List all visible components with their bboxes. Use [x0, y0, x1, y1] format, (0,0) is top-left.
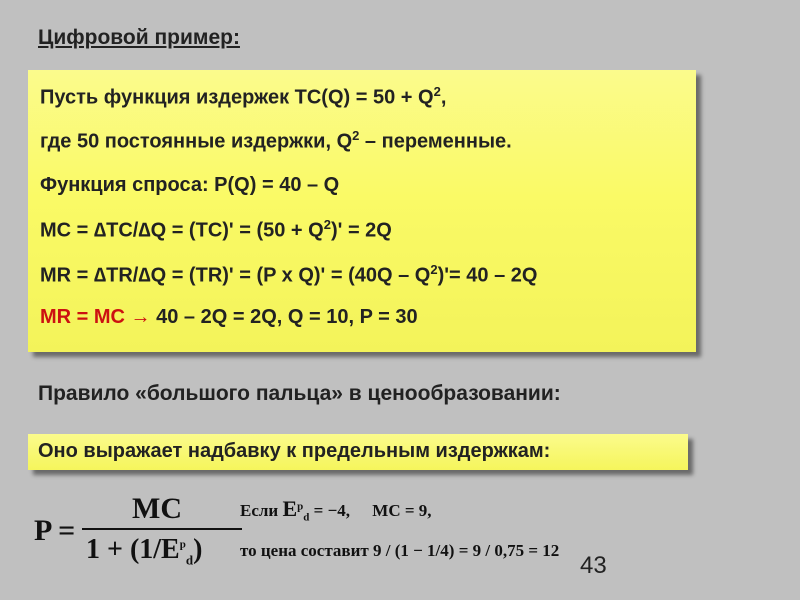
example-box: [28, 70, 696, 352]
cost-function-line: Пусть функция издержек $TC(Q) = 50 + Q^2$,: [40, 84, 447, 109]
markup-text: Оно выражает надбавку к предельным издержкам:: [38, 440, 551, 462]
marginal-cost-line: MC = $\Delta TC/\Delta Q = (TC)' = (50 + Q^2)' = 2Q$: [40, 217, 392, 242]
formula-numerator: MC: [132, 492, 182, 525]
equilibrium-line: MR = MC → 40 – 2Q = 2Q, Q = 10, P = 30: [40, 306, 418, 328]
cost-components-line: где 50 постоянные издержки, $Q^2$ – переменные.: [40, 128, 512, 153]
formula-lhs: P =: [34, 514, 76, 547]
mr-equals-mc-label: MR = MC →: [40, 306, 151, 328]
fraction-bar: [82, 528, 242, 530]
rule-of-thumb-title: Правило «большого пальца» в ценообразовании:: [38, 382, 561, 405]
example-condition: Если $E^p_d = -4$, MC = 9,: [240, 496, 432, 524]
formula-denominator: $1 + (1/E^p_d)$: [86, 534, 203, 568]
page-number: 43: [580, 552, 607, 579]
slide-heading: Цифровой пример:: [38, 26, 240, 49]
marginal-revenue-line: MR = ∆TR/∆Q = (TR)' = (P x $Q)' = (40Q - Q^2)'= 40 - 2Q$: [40, 262, 538, 287]
demand-function-line: Функция спроса: P(Q) = 40 – Q: [40, 174, 340, 196]
markup-box: [28, 434, 688, 470]
example-result: то цена составит 9 / (1 − 1/4) = 9 / 0,75 = 12: [240, 541, 560, 560]
pricing-formula: [34, 492, 224, 574]
